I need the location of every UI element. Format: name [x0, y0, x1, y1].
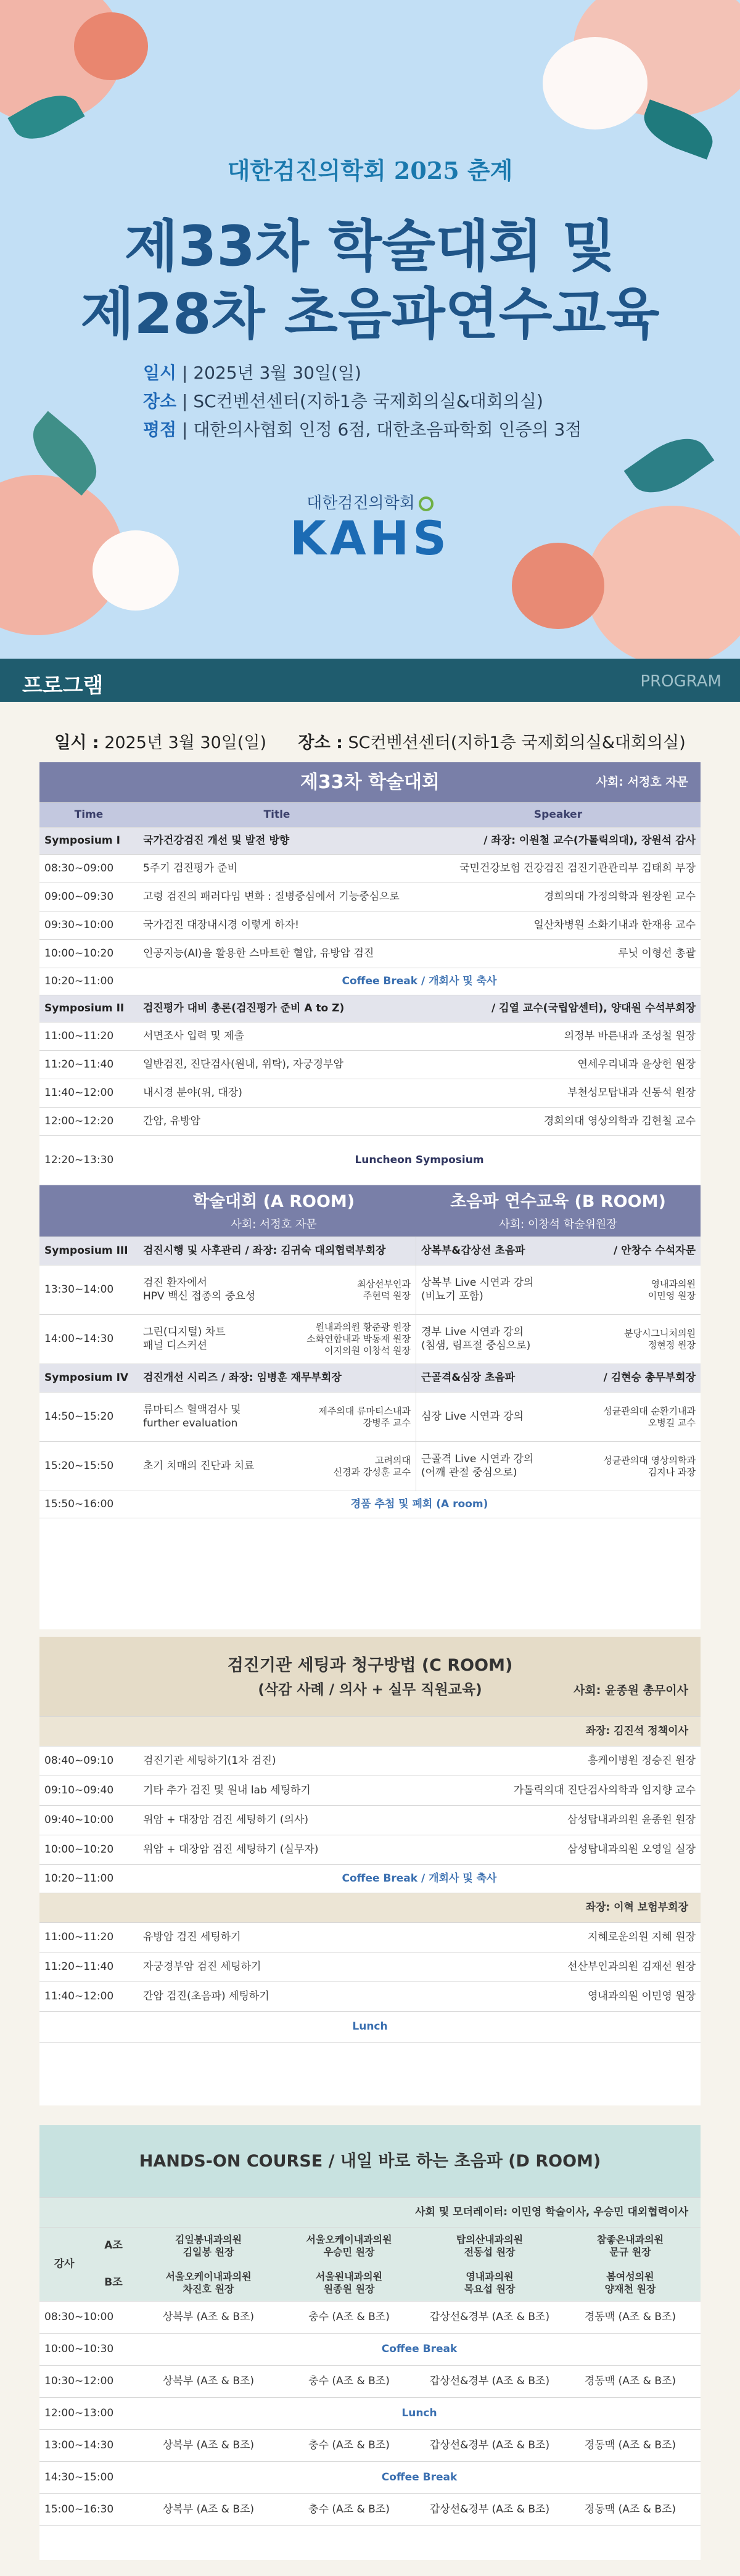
- time-cell: 12:00~12:20: [44, 1114, 114, 1127]
- time-cell: 13:00~14:30: [44, 2438, 114, 2451]
- session-cell: 상복부 (A조 & B조): [162, 2438, 255, 2451]
- lunch-label: Lunch: [352, 2020, 388, 2033]
- title-cell: 기타 추가 검진 및 원내 lab 세팅하기: [143, 1784, 311, 1796]
- lecturer-a: 서울오케이내과의원 우승민 원장: [306, 2234, 392, 2258]
- speaker-b-cell: 성균관의대 영상의학과 김지나 과장: [603, 1454, 696, 1478]
- symposium-name: Symposium IV: [44, 1371, 129, 1384]
- title-cell: 인공지능(AI)을 활용한 스마트한 혈압, 유방암 검진: [143, 947, 374, 960]
- session-cell: 경동맥 (A조 & B조): [584, 2374, 676, 2387]
- session-cell: 갑상선&경부 (A조 & B조): [429, 2438, 550, 2451]
- room-b-title: 초음파 연수교육 (B ROOM): [450, 1192, 666, 1211]
- room-a-chair: 사회: 서정호 자문: [231, 1217, 317, 1231]
- title-cell: 일반검진, 진단검사(원내, 위탁), 자궁경부암: [143, 1058, 343, 1071]
- lecturer-a: 탑의산내과의원 전동섭 원장: [456, 2234, 524, 2258]
- symposium-3: [39, 1237, 701, 1265]
- break-label: Lunch: [401, 2406, 437, 2419]
- session-cell: 상복부 (A조 & B조): [162, 2503, 255, 2516]
- table-row: [39, 1393, 701, 1442]
- title-b-cell: 심장 Live 시연과 강의: [416, 1393, 576, 1441]
- lecturer-a: 참좋은내과의원 문규 원장: [596, 2234, 664, 2258]
- time-cell: 11:40~12:00: [44, 1086, 114, 1099]
- title-cell: 유방암 검진 세팅하기: [143, 1930, 241, 1943]
- break-row: [39, 2398, 701, 2430]
- moderator-row: [39, 2198, 701, 2228]
- symposium-a: 검진개선 시리즈 / 좌장: 임병훈 재무부회장: [143, 1371, 342, 1384]
- symposium-topic: 검진평가 대비 총론(검진평가 준비 A to Z): [143, 1002, 345, 1014]
- title-cell: 고령 검진의 패러다임 변화 : 질병중심에서 기능중심으로: [143, 890, 400, 903]
- time-cell: 14:00~14:30: [44, 1332, 114, 1345]
- conference-schedule: [39, 762, 701, 1629]
- table-row: [39, 1079, 701, 1108]
- time-cell: 09:10~09:40: [44, 1784, 114, 1796]
- awards-row: [39, 1491, 701, 1518]
- break-row: [39, 2334, 701, 2366]
- flower-decoration: [74, 12, 148, 80]
- speaker-cell: 국민건강보험 건강검진 검진기관관리부 김태희 부장: [459, 862, 696, 874]
- chair-label: 좌장: 이혁 보험부회장: [585, 1901, 688, 1914]
- section-header: [39, 762, 701, 803]
- section-chair: 사회: 윤종원 총무이사: [573, 1684, 688, 1697]
- group-b-label: B조: [104, 2276, 123, 2289]
- time-cell: 11:00~11:20: [44, 1930, 114, 1943]
- table-row: [39, 1982, 701, 2012]
- session-cell: 경동맥 (A조 & B조): [584, 2310, 676, 2323]
- program-bar: [0, 659, 740, 702]
- session-cell: 충수 (A조 & B조): [308, 2374, 390, 2387]
- time-cell: 10:30~12:00: [44, 2374, 114, 2387]
- leaf-decoration: [624, 425, 715, 506]
- speaker-cell: 선산부인과의원 김재선 원장: [567, 1960, 696, 1973]
- time-cell: 11:20~11:40: [44, 1960, 114, 1973]
- time-cell: 13:30~14:00: [44, 1283, 114, 1296]
- session-cell: 갑상선&경부 (A조 & B조): [429, 2310, 550, 2323]
- table-row: [39, 1776, 701, 1806]
- time-cell: 08:30~10:00: [44, 2310, 114, 2323]
- title-cell: 검진기관 세팅하기(1차 검진): [143, 1754, 276, 1767]
- table-row: [39, 2302, 701, 2334]
- hero-banner: [0, 0, 740, 659]
- col-title: Title: [263, 808, 290, 821]
- chair-label: 좌장: 김진석 정책이사: [585, 1724, 688, 1737]
- time-cell: 14:30~15:00: [44, 2471, 114, 2483]
- table-row: [39, 1953, 701, 1982]
- time-cell: 10:20~11:00: [44, 1872, 114, 1885]
- session-cell: 갑상선&경부 (A조 & B조): [429, 2374, 550, 2387]
- symposium-b-topic: 근골격&심장 초음파: [416, 1364, 576, 1392]
- table-row: [39, 855, 701, 883]
- title-cell: 간암 검진(초음파) 세팅하기: [143, 1990, 269, 2002]
- time-cell: 10:00~10:30: [44, 2342, 114, 2355]
- table-row: [39, 2430, 701, 2462]
- lecturer-block: [39, 2228, 701, 2302]
- time-cell: 11:00~11:20: [44, 1029, 114, 1042]
- lecturer-a: 김일봉내과의원 김일봉 원장: [175, 2234, 242, 2258]
- table-row: [39, 1806, 701, 1835]
- logo-circle-icon: [419, 496, 434, 511]
- speaker-cell: 가톨릭의대 진단검사의학과 임지향 교수: [513, 1784, 696, 1796]
- program-label: 프로그램: [22, 673, 104, 698]
- time-cell: 10:00~10:20: [44, 1843, 114, 1856]
- symposium-b-topic: 상복부&갑상선 초음파: [416, 1237, 576, 1265]
- room-a-title: 학술대회 (A ROOM): [192, 1192, 355, 1211]
- title-cell: 5주기 검진평가 준비: [143, 862, 237, 874]
- d-room-schedule: [39, 2125, 701, 2560]
- symposium-a: 검진시행 및 사후관리 / 좌장: 김귀숙 대외협력부회장: [143, 1244, 386, 1257]
- symposium-b-chair: / 안창수 수석자문: [614, 1244, 696, 1257]
- time-cell: 12:20~13:30: [44, 1153, 114, 1166]
- table-row: [39, 1023, 701, 1051]
- title-b-cell: 상복부 Live 시연과 강의 (비뇨기 포함): [416, 1265, 576, 1314]
- title-cell: 위암 + 대장암 검진 세팅하기 (실무자): [143, 1843, 319, 1856]
- lunch-row: [39, 1136, 701, 1185]
- group-a-label: A조: [104, 2239, 123, 2252]
- speaker-cell: 부천성모탑내과 신동석 원장: [567, 1086, 696, 1099]
- session-cell: 경동맥 (A조 & B조): [584, 2438, 676, 2451]
- session-cell: 충수 (A조 & B조): [308, 2310, 390, 2323]
- title-cell: 내시경 분야(위, 대장): [143, 1086, 242, 1099]
- lecturer-label: 강사: [54, 2257, 75, 2270]
- col-time: Time: [74, 808, 104, 821]
- hero-subtitle: 대한검진의학회 2025 춘계: [227, 157, 513, 184]
- column-header: [39, 803, 701, 828]
- table-row: [39, 1108, 701, 1136]
- section-title: HANDS-ON COURSE / 내일 바로 하는 초음파 (D ROOM): [139, 2151, 601, 2171]
- symposium-chair: / 김열 교수(국립암센터), 양대원 수석부회장: [491, 1002, 696, 1014]
- moderator-label: 사회 및 모더레이터: 이민영 학술이사, 우승민 대외협력이사: [415, 2205, 688, 2218]
- speaker-b-cell: 분당시그니처의원 정현정 원장: [624, 1327, 696, 1351]
- time-cell: 09:00~09:30: [44, 890, 114, 903]
- session-cell: 갑상선&경부 (A조 & B조): [429, 2503, 550, 2516]
- symposium-name: Symposium III: [44, 1244, 128, 1257]
- table-row: [39, 1835, 701, 1865]
- time-cell: 09:30~10:00: [44, 918, 114, 931]
- hero-title-line1: 제33차 학술대회 및: [124, 214, 616, 279]
- section-subtitle: (삭감 사례 / 의사 + 실무 직원교육): [258, 1682, 482, 1698]
- session-cell: 경동맥 (A조 & B조): [584, 2503, 676, 2516]
- session-cell: 상복부 (A조 & B조): [162, 2310, 255, 2323]
- speaker-cell: 지혜로운의원 지혜 원장: [587, 1930, 696, 1943]
- flower-decoration: [543, 37, 648, 130]
- speaker-cell: 연세우리내과 윤상헌 원장: [577, 1058, 696, 1071]
- speaker-cell: 루닛 이형선 총괄: [618, 947, 696, 960]
- time-cell: 10:20~11:00: [44, 974, 114, 987]
- time-cell: 08:40~09:10: [44, 1754, 114, 1767]
- chair-row: [39, 1717, 701, 1747]
- table-row: [39, 1923, 701, 1953]
- title-cell: 위암 + 대장암 검진 세팅하기 (의사): [143, 1813, 309, 1826]
- section-chair: 사회: 서정호 자문: [596, 775, 688, 789]
- table-row: [39, 911, 701, 940]
- table-row: [39, 883, 701, 911]
- speaker-a-cell: 고려의대 신경과 강성훈 교수: [333, 1454, 411, 1478]
- speaker-cell: 영내과의원 이민영 원장: [587, 1990, 696, 2002]
- speaker-cell: 흥케이병원 정승진 원장: [587, 1754, 696, 1767]
- break-row: [39, 2462, 701, 2494]
- table-row: [39, 940, 701, 968]
- time-cell: 15:50~16:00: [44, 1497, 114, 1510]
- table-row: [39, 1442, 701, 1491]
- hero-place: 장소 | SC컨벤션센터(지하1층 국제회의실&대회의실): [143, 391, 543, 411]
- lecturer-b: 봄여성의원 양재천 원장: [604, 2271, 656, 2295]
- symposium-chair: / 좌장: 이원철 교수(가톨릭의대), 장원석 감사: [483, 834, 696, 847]
- lunch-label: Luncheon Symposium: [355, 1153, 484, 1166]
- time-cell: 10:00~10:20: [44, 947, 114, 960]
- event-meta: 일시 : 2025년 3월 30일(일) 장소 : SC컨벤션센터(지하1층 국제회의실&대회의실): [54, 733, 686, 752]
- speaker-a-cell: 최상선부인과 주현덕 원장: [357, 1278, 411, 1301]
- break-label: Coffee Break / 개회사 및 축사: [342, 974, 497, 987]
- break-row: [39, 968, 701, 995]
- speaker-b-cell: 성균관의대 순환기내과 오병길 교수: [603, 1405, 696, 1428]
- time-cell: 12:00~13:00: [44, 2406, 114, 2419]
- title-a-cell: 초기 치매의 진단과 치료: [143, 1459, 255, 1472]
- hero-date: 일시 | 2025년 3월 30일(일): [143, 363, 361, 383]
- flower-decoration: [512, 543, 604, 629]
- break-label: Coffee Break: [381, 2471, 458, 2483]
- col-speaker: Speaker: [533, 808, 583, 821]
- session-cell: 상복부 (A조 & B조): [162, 2374, 255, 2387]
- section-title: 검진기관 세팅과 청구방법 (C ROOM): [227, 1656, 513, 1675]
- title-a-cell: 그린(디지털) 차트 패널 디스커션: [143, 1326, 226, 1352]
- room-b-chair: 사회: 이창석 학술위원장: [499, 1217, 617, 1231]
- session-cell: 충수 (A조 & B조): [308, 2438, 390, 2451]
- awards-label: 경품 추첨 및 폐회 (A room): [350, 1497, 488, 1510]
- symposium-4: [39, 1364, 701, 1393]
- flower-decoration: [586, 506, 740, 659]
- symposium-2: [39, 995, 701, 1023]
- time-cell: 15:20~15:50: [44, 1459, 114, 1472]
- speaker-cell: 삼성탑내과의원 윤종원 원장: [567, 1813, 696, 1826]
- time-cell: 08:30~09:00: [44, 862, 114, 874]
- speaker-cell: 경희의대 가정의학과 원장원 교수: [543, 890, 696, 903]
- table-row: [39, 1051, 701, 1079]
- time-cell: 11:20~11:40: [44, 1058, 114, 1071]
- lecturer-b: 서울원내과의원 원종원 원장: [315, 2271, 383, 2295]
- title-a-cell: 검진 환자에서 HPV 백신 접종의 중요성: [143, 1277, 256, 1302]
- speaker-cell: 의정부 바른내과 조성철 원장: [564, 1029, 696, 1042]
- table-row: [39, 1747, 701, 1776]
- speaker-a-cell: 원내과의원 황준광 원장 소화연합내과 박동재 원장 이지의원 이창석 원장: [306, 1322, 411, 1356]
- section-header: [39, 1637, 701, 1717]
- room-header: [39, 1185, 701, 1237]
- hero-title-line2: 제28차 초음파연수교육: [80, 282, 660, 347]
- symposium-name: Symposium II: [44, 1002, 125, 1014]
- break-label: Coffee Break: [381, 2342, 458, 2355]
- speaker-b-cell: 영내과의원 이민영 원장: [648, 1278, 696, 1301]
- symposium-name: Symposium I: [44, 834, 120, 847]
- time-cell: 11:40~12:00: [44, 1990, 114, 2002]
- speaker-cell: 삼성탑내과의원 오영일 실장: [567, 1843, 696, 1856]
- chair-row: [39, 1893, 701, 1923]
- title-b-cell: 경부 Live 시연과 강의 (침샘, 림프절 중심으로): [416, 1315, 576, 1364]
- break-label: Coffee Break / 개회사 및 축사: [342, 1872, 497, 1885]
- lecturer-b: 서울오케이내과의원 차진호 원장: [165, 2271, 252, 2295]
- flower-decoration: [92, 530, 179, 611]
- title-cell: 자궁경부암 검진 세팅하기: [143, 1960, 261, 1973]
- title-cell: 서면조사 입력 및 제출: [143, 1029, 245, 1042]
- kahs-logo: 대한검진의학회 KAHS: [289, 494, 451, 566]
- session-cell: 충수 (A조 & B조): [308, 2503, 390, 2516]
- lunch-row: [39, 2012, 701, 2043]
- title-a-cell: 류마티스 혈액검사 및 further evaluation: [143, 1404, 241, 1430]
- table-row: [39, 2494, 701, 2526]
- time-cell: 14:50~15:20: [44, 1410, 114, 1423]
- time-cell: 09:40~10:00: [44, 1813, 114, 1826]
- speaker-cell: 경희의대 영상의학과 김현철 교수: [543, 1114, 696, 1127]
- table-row: [39, 2366, 701, 2398]
- title-cell: 국가검진 대장내시경 이렇게 하자!: [143, 918, 299, 931]
- program-label-en: PROGRAM: [640, 672, 722, 691]
- lecturer-b: 영내과의원 목요섭 원장: [464, 2271, 516, 2295]
- c-room-schedule: [39, 1637, 701, 2105]
- section-header: [39, 2125, 701, 2198]
- table-row: [39, 1265, 701, 1315]
- symposium-1: [39, 828, 701, 855]
- hero-info: [143, 359, 582, 444]
- title-cell: 간암, 유방암: [143, 1114, 200, 1127]
- table-row: [39, 1315, 701, 1364]
- speaker-cell: 일산차병원 소화기내과 한재용 교수: [533, 918, 696, 931]
- title-b-cell: 근골격 Live 시연과 강의 (어깨 관절 중심으로): [416, 1442, 576, 1491]
- time-cell: 15:00~16:30: [44, 2503, 114, 2516]
- symposium-topic: 국가건강검진 개선 및 발전 방향: [143, 834, 290, 847]
- hero-credits: 평점 | 대한의사협회 인정 6점, 대한초음파학회 인증의 3점: [143, 419, 582, 440]
- break-row: [39, 1865, 701, 1893]
- section-title: 제33차 학술대회: [300, 771, 440, 793]
- symposium-b-chair: / 김현승 총무부회장: [603, 1371, 696, 1384]
- speaker-a-cell: 제주의대 류마티스내과 강병주 교수: [318, 1405, 411, 1428]
